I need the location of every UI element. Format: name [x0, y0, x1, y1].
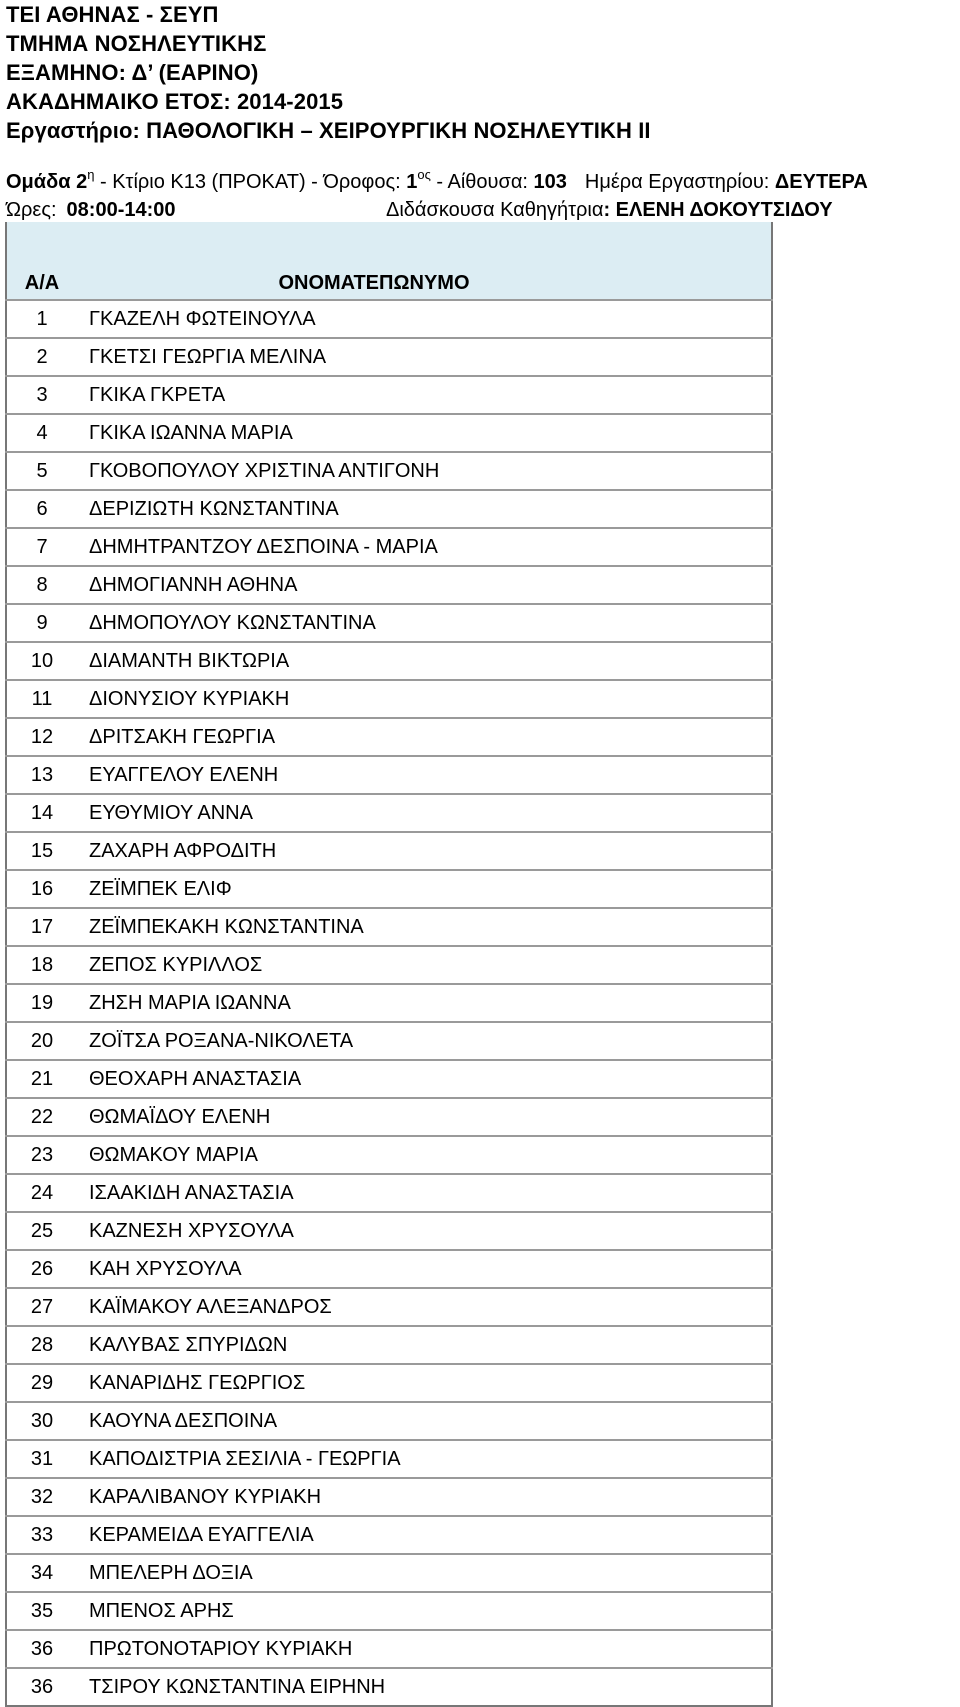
group-hours-line — [6, 199, 833, 222]
table-row — [6, 1630, 772, 1668]
table-row — [6, 1022, 772, 1060]
row-number: 16 — [6, 870, 77, 908]
row-student-name: ΤΣΙΡΟΥ ΚΩΝΣΤΑΝΤΙΝΑ ΕΙΡΗΝΗ — [77, 1668, 772, 1706]
row-number: 33 — [6, 1516, 77, 1554]
table-row — [6, 490, 772, 528]
row-number: 36 — [6, 1668, 77, 1706]
row-student-name: ΚΑΛΥΒΑΣ ΣΠΥΡΙΔΩΝ — [77, 1326, 772, 1364]
row-student-name: ΖΕΠΟΣ ΚΥΡΙΛΛΟΣ — [77, 946, 772, 984]
row-student-name: ΚΑΪΜΑΚΟΥ ΑΛΕΞΑΝΔΡΟΣ — [77, 1288, 772, 1326]
row-student-name: ΖΕΪΜΠΕΚΑΚΗ ΚΩΝΣΤΑΝΤΙΝΑ — [77, 908, 772, 946]
row-number: 14 — [6, 794, 77, 832]
table-row — [6, 1136, 772, 1174]
table-row — [6, 1440, 772, 1478]
row-student-name: ΔΡΙΤΣΑΚΗ ΓΕΩΡΓΙΑ — [77, 718, 772, 756]
row-number: 15 — [6, 832, 77, 870]
row-number: 18 — [6, 946, 77, 984]
row-student-name: ΠΡΩΤΟΝΟΤΑΡΙΟΥ ΚΥΡΙΑΚΗ — [77, 1630, 772, 1668]
row-student-name: ΙΣΑΑΚΙΔΗ ΑΝΑΣΤΑΣΙΑ — [77, 1174, 772, 1212]
table-row — [6, 1402, 772, 1440]
row-student-name: ΓΚΟΒΟΠΟΥΛΟΥ ΧΡΙΣΤΙΝΑ ΑΝΤΙΓΟΝΗ — [77, 452, 772, 490]
header-institution: ΤΕΙ ΑΘΗΝΑΣ - ΣΕΥΠ — [6, 2, 219, 27]
row-number: 13 — [6, 756, 77, 794]
table-row — [6, 452, 772, 490]
row-number: 27 — [6, 1288, 77, 1326]
header-department: ΤΜΗΜΑ ΝΟΣΗΛΕΥΤΙΚΗΣ — [6, 31, 267, 56]
header-academic-year: ΑΚΑΔΗΜΑΙΚΟ ΕΤΟΣ: 2014-2015 — [6, 89, 344, 114]
teacher-name: : ΕΛΕΝΗ ΔΟΚΟΥΤΣΙΔΟΥ — [603, 199, 833, 221]
row-number: 26 — [6, 1250, 77, 1288]
row-number: 7 — [6, 528, 77, 566]
row-student-name: ΚΑΝΑΡΙΔΗΣ ΓΕΩΡΓΙΟΣ — [77, 1364, 772, 1402]
table-row — [6, 1668, 772, 1706]
group-day-label: Ημέρα Εργαστηρίου: — [584, 171, 775, 193]
header-lab: Εργαστήριο: ΠΑΘΟΛΟΓΙΚΗ – ΧΕΙΡΟΥΡΓΙΚΗ ΝΟΣΗΛΕΥΤΙΚΗ ΙΙ — [6, 118, 651, 143]
table-row — [6, 984, 772, 1022]
teacher-info — [386, 199, 833, 222]
document-header — [6, 0, 651, 145]
group-room-label: - Αίθουσα: — [430, 171, 534, 193]
table-row — [6, 908, 772, 946]
row-number: 20 — [6, 1022, 77, 1060]
group-day: ΔΕΥΤΕΡΑ — [774, 171, 868, 193]
table-row — [6, 1592, 772, 1630]
row-number: 2 — [6, 338, 77, 376]
teacher-label: Διδάσκουσα Καθηγήτρια — [386, 199, 604, 221]
row-student-name: ΚΑΡΑΛΙΒΑΝΟΥ ΚΥΡΙΑΚΗ — [77, 1478, 772, 1516]
row-student-name: ΖΑΧΑΡΗ ΑΦΡΟΔΙΤΗ — [77, 832, 772, 870]
row-student-name: ΔΗΜΗΤΡΑΝΤΖΟΥ ΔΕΣΠΟΙΝΑ - ΜΑΡΙΑ — [77, 528, 772, 566]
row-number: 6 — [6, 490, 77, 528]
table-row — [6, 1288, 772, 1326]
row-number: 32 — [6, 1478, 77, 1516]
student-table — [5, 222, 773, 1707]
table-header-row — [6, 222, 772, 300]
row-number: 5 — [6, 452, 77, 490]
table-row — [6, 528, 772, 566]
row-number: 4 — [6, 414, 77, 452]
table-row — [6, 300, 772, 338]
row-number: 29 — [6, 1364, 77, 1402]
table-row — [6, 566, 772, 604]
table-row — [6, 870, 772, 908]
table-row — [6, 1326, 772, 1364]
table-row — [6, 642, 772, 680]
table-body — [6, 300, 772, 1706]
row-number: 24 — [6, 1174, 77, 1212]
table-row — [6, 1478, 772, 1516]
table-row — [6, 1516, 772, 1554]
row-number: 9 — [6, 604, 77, 642]
group-label: Ομάδα 2 — [6, 171, 88, 193]
row-student-name: ΓΚΙΚΑ ΓΚΡΕΤΑ — [77, 376, 772, 414]
row-student-name: ΓΚΑΖΕΛΗ ΦΩΤΕΙΝΟΥΛΑ — [77, 300, 772, 338]
row-number: 11 — [6, 680, 77, 718]
row-student-name: ΘΩΜΑΪΔΟΥ ΕΛΕΝΗ — [77, 1098, 772, 1136]
group-info-line — [6, 167, 868, 194]
table-row — [6, 1554, 772, 1592]
hours-label: Ώρες: — [6, 199, 57, 221]
table-row — [6, 1174, 772, 1212]
row-number: 22 — [6, 1098, 77, 1136]
row-number: 1 — [6, 300, 77, 338]
hours-value: 08:00-14:00 — [66, 199, 176, 221]
table-row — [6, 946, 772, 984]
table-row — [6, 718, 772, 756]
row-student-name: ΚΑΗ ΧΡΥΣΟΥΛΑ — [77, 1250, 772, 1288]
table-row — [6, 414, 772, 452]
row-student-name: ΘΩΜΑΚΟΥ ΜΑΡΙΑ — [77, 1136, 772, 1174]
table-row — [6, 1212, 772, 1250]
table-row — [6, 680, 772, 718]
row-student-name: ΖΟΪΤΣΑ ΡΟΞΑΝΑ-ΝΙΚΟΛΕΤΑ — [77, 1022, 772, 1060]
row-number: 36 — [6, 1630, 77, 1668]
header-semester: ΕΞΑΜΗΝΟ: Δ’ (ΕΑΡΙΝΟ) — [6, 60, 259, 85]
row-student-name: ΜΠΕΝΟΣ ΑΡΗΣ — [77, 1592, 772, 1630]
row-student-name: ΔΕΡΙΖΙΩΤΗ ΚΩΝΣΤΑΝΤΙΝΑ — [77, 490, 772, 528]
row-student-name: ΚΕΡΑΜΕΙΔΑ ΕΥΑΓΓΕΛΙΑ — [77, 1516, 772, 1554]
row-number: 31 — [6, 1440, 77, 1478]
row-student-name: ΓΚΕΤΣΙ ΓΕΩΡΓΙΑ ΜΕΛΙΝΑ — [77, 338, 772, 376]
row-student-name: ΖΗΣΗ ΜΑΡΙΑ ΙΩΑΝΝΑ — [77, 984, 772, 1022]
row-student-name: ΕΥΘΥΜΙΟΥ ΑΝΝΑ — [77, 794, 772, 832]
row-student-name: ΔΙΟΝΥΣΙΟΥ ΚΥΡΙΑΚΗ — [77, 680, 772, 718]
row-number: 19 — [6, 984, 77, 1022]
row-number: 17 — [6, 908, 77, 946]
row-number: 28 — [6, 1326, 77, 1364]
table-row — [6, 832, 772, 870]
row-student-name: ΚΑΟΥΝΑ ΔΕΣΠΟΙΝΑ — [77, 1402, 772, 1440]
row-number: 35 — [6, 1592, 77, 1630]
column-header-name: ΟΝΟΜΑΤΕΠΩΝΥΜΟ — [77, 222, 772, 300]
column-header-number: Α/Α — [6, 222, 77, 300]
table-row — [6, 338, 772, 376]
row-number: 3 — [6, 376, 77, 414]
row-number: 25 — [6, 1212, 77, 1250]
row-number: 10 — [6, 642, 77, 680]
row-student-name: ΘΕΟΧΑΡΗ ΑΝΑΣΤΑΣΙΑ — [77, 1060, 772, 1098]
table-row — [6, 1060, 772, 1098]
row-student-name: ΕΥΑΓΓΕΛΟΥ ΕΛΕΝΗ — [77, 756, 772, 794]
row-number: 30 — [6, 1402, 77, 1440]
row-student-name: ΚΑΠΟΔΙΣΤΡΙΑ ΣΕΣΙΛΙΑ - ΓΕΩΡΓΙΑ — [77, 1440, 772, 1478]
table-row — [6, 1250, 772, 1288]
table-row — [6, 376, 772, 414]
row-student-name: ΓΚΙΚΑ ΙΩΑΝΝΑ ΜΑΡΙΑ — [77, 414, 772, 452]
row-student-name: ΔΗΜΟΓΙΑΝΝΗ ΑΘΗΝΑ — [77, 566, 772, 604]
row-student-name: ΚΑΖΝΕΣΗ ΧΡΥΣΟΥΛΑ — [77, 1212, 772, 1250]
group-room: 103 — [533, 171, 567, 193]
row-number: 12 — [6, 718, 77, 756]
group-floor-sup: ος — [417, 167, 431, 182]
row-student-name: ΖΕΪΜΠΕΚ ΕΛΙΦ — [77, 870, 772, 908]
row-number: 34 — [6, 1554, 77, 1592]
row-student-name: ΔΗΜΟΠΟΥΛΟΥ ΚΩΝΣΤΑΝΤΙΝΑ — [77, 604, 772, 642]
row-number: 8 — [6, 566, 77, 604]
table-row — [6, 604, 772, 642]
table-row — [6, 794, 772, 832]
row-student-name: ΜΠΕΛΕΡΗ ΔΟΞΙΑ — [77, 1554, 772, 1592]
group-building: - Κτίριο Κ13 (ΠΡΟΚΑΤ) - Όροφος: — [94, 171, 407, 193]
row-number: 21 — [6, 1060, 77, 1098]
table-row — [6, 1364, 772, 1402]
row-number: 23 — [6, 1136, 77, 1174]
group-label-sup: η — [87, 167, 95, 182]
table-row — [6, 1098, 772, 1136]
row-student-name: ΔΙΑΜΑΝΤΗ ΒΙΚΤΩΡΙΑ — [77, 642, 772, 680]
group-floor: 1 — [406, 171, 418, 193]
table-row — [6, 756, 772, 794]
